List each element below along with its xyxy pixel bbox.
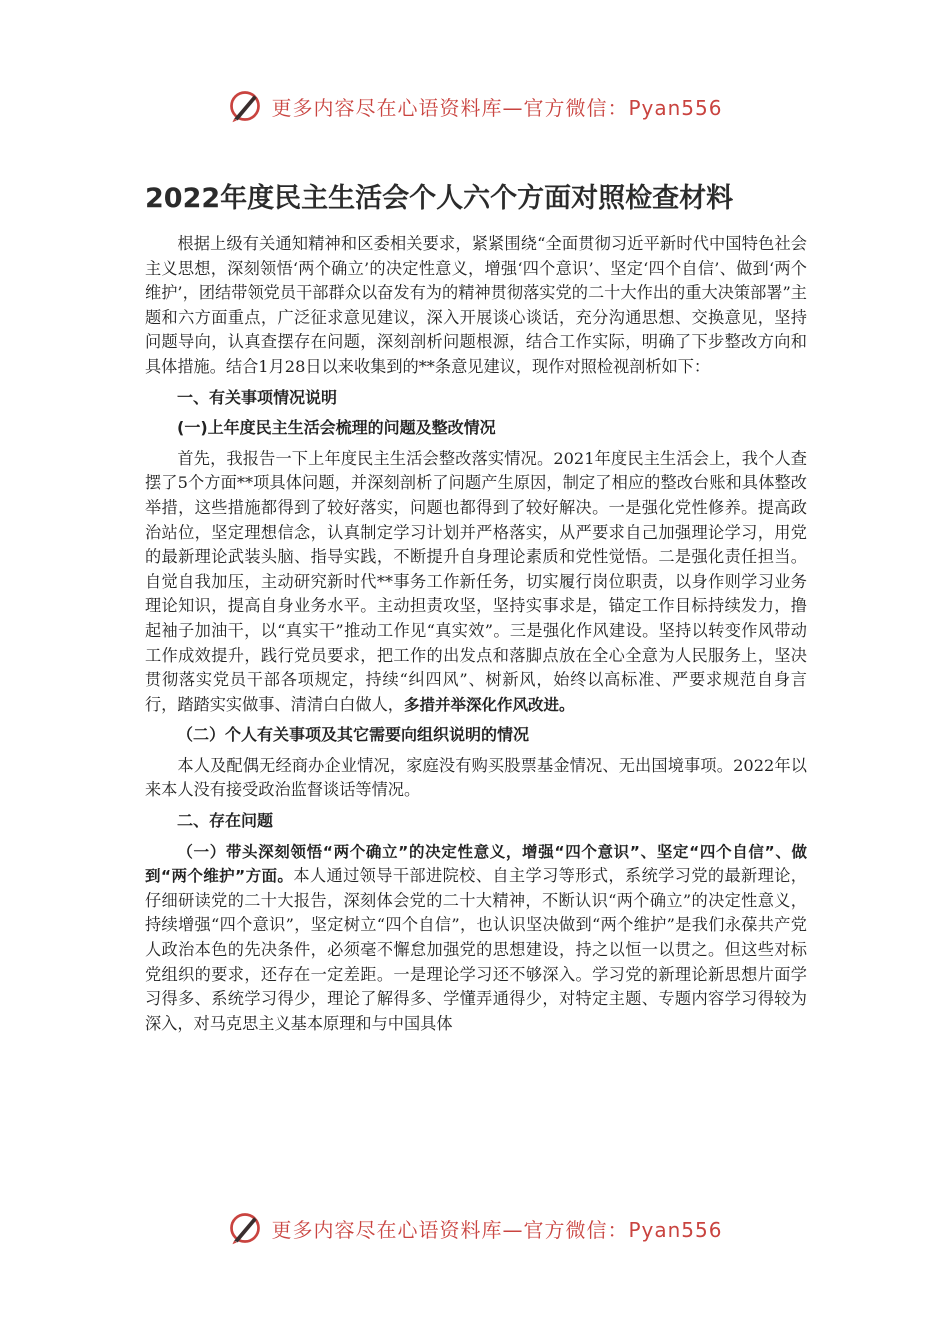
section-1-sub-1-bold: 多措并举深化作风改进。 xyxy=(404,695,575,714)
section-1-heading: 一、有关事项情况说明 xyxy=(177,387,338,407)
footer-watermark-banner xyxy=(0,1208,950,1248)
section-1-sub-2-body: 本人及配偶无经商办企业情况，家庭没有购买股票基金情况、无出国境事项。2022年以来本人没有接受政治监督谈话等情况。 xyxy=(145,755,807,800)
banner-text: 更多内容尽在心语资料库—官方微信：Pyan556 xyxy=(271,95,723,120)
document-body xyxy=(145,232,807,1036)
document-title: 2022年度民主生活会个人六个方面对照检查材料 xyxy=(145,183,734,214)
section-1-sub-1-paragraph xyxy=(145,447,807,718)
section-2-sub-1-body: 本人通过领导干部进院校、自主学习等形式，系统学习党的最新理论，仔细研读党的二十大报告，深刻体会党的二十大精神，不断认识“两个确立”的决定性意义，持续增强“四个意识”，坚定树立“四个自信”，也认识坚决做到“两个维护”是我们永葆共产党人政治本色的先决条件，必须毫不懈怠加强党的思想建设，持之以恒一以贯之。但这些对标党组织的要求，还存在一定差距。一是理论学习还不够深入。学习党的新理论新思想片面学习得多、系统学习得少，理论了解得多、学懂弄通得少，对特定主题、专题内容学习得较为深入，对马克思主义基本原理和与中国具体 xyxy=(145,866,807,1033)
banner-text: 更多内容尽在心语资料库—官方微信：Pyan556 xyxy=(271,1217,723,1242)
pen-logo-icon xyxy=(227,88,263,124)
section-1-sub-2-heading: （二）个人有关事项及其它需要向组织说明的情况 xyxy=(177,725,530,745)
section-1-sub-1-body: 首先，我报告一下上年度民主生活会整改落实情况。2021年度民主生活会上，我个人查摆了5个方面**项具体问题，并深刻剖析了问题产生原因，制定了相应的整改台账和具体整改举措，这些措施都得到了较好落实，问题也都得到了较好解决。一是强化党性修养。提高政治站位，坚定理想信念，认真制定学习计划并严格落实，从严要求自己加强理论学习，用党的最新理论武装头脑、指导实践，不断提升自身理论素质和党性觉悟。二是强化责任担当。自觉自我加压，主动研究新时代**事务工作新任务，切实履行岗位职责，以身作则学习业务理论知识，提高自身业务水平。主动担责攻坚，坚持实事求是，锚定工作目标持续发力，撸起袖子加油干，以“真实干”推动工作见“真实效”。三是强化作风建设。坚持以转变作风带动工作成效提升，践行党员要求，把工作的出发点和落脚点放在全心全意为人民服务上，坚决贯彻落实党员干部各项规定，持续“纠四风”、树新风，始终以高标准、严要求规范自身言行，踏踏实实做事、清清白白做人， xyxy=(145,448,807,714)
section-1-sub-1-heading: (一)上年度民主生活会梳理的问题及整改情况 xyxy=(177,418,496,438)
section-2-sub-1-heading: （一）带头深刻领悟“两个确立”的决定性意义，增强“四个意识”、坚定“四个自信”、做到“两个维护”方面。 xyxy=(145,842,807,886)
intro-paragraph: 根据上级有关通知精神和区委相关要求，紧紧围绕“全面贯彻习近平新时代中国特色社会主义思想，深刻领悟‘两个确立’的决定性意义，增强‘四个意识’、坚定‘四个自信’、做到‘两个维护’，团结带领党员干部群众以奋发有为的精神贯彻落实党的二十大作出的重大决策部署”主题和六方面重点，广泛征求意见建议，深入开展谈心谈话，充分沟通思想、交换意见，坚持问题导向，认真查摆存在问题，深刻剖析问题根源，结合工作实际，明确了下步整改方向和具体措施。结合1月28日以来收集到的**条意见建议，现作对照检视剖析如下： xyxy=(145,234,807,376)
section-2-heading: 二、存在问题 xyxy=(177,811,274,831)
header-watermark-banner xyxy=(0,86,950,126)
section-2-sub-1-paragraph xyxy=(145,840,807,1037)
pen-logo-icon xyxy=(227,1210,263,1246)
